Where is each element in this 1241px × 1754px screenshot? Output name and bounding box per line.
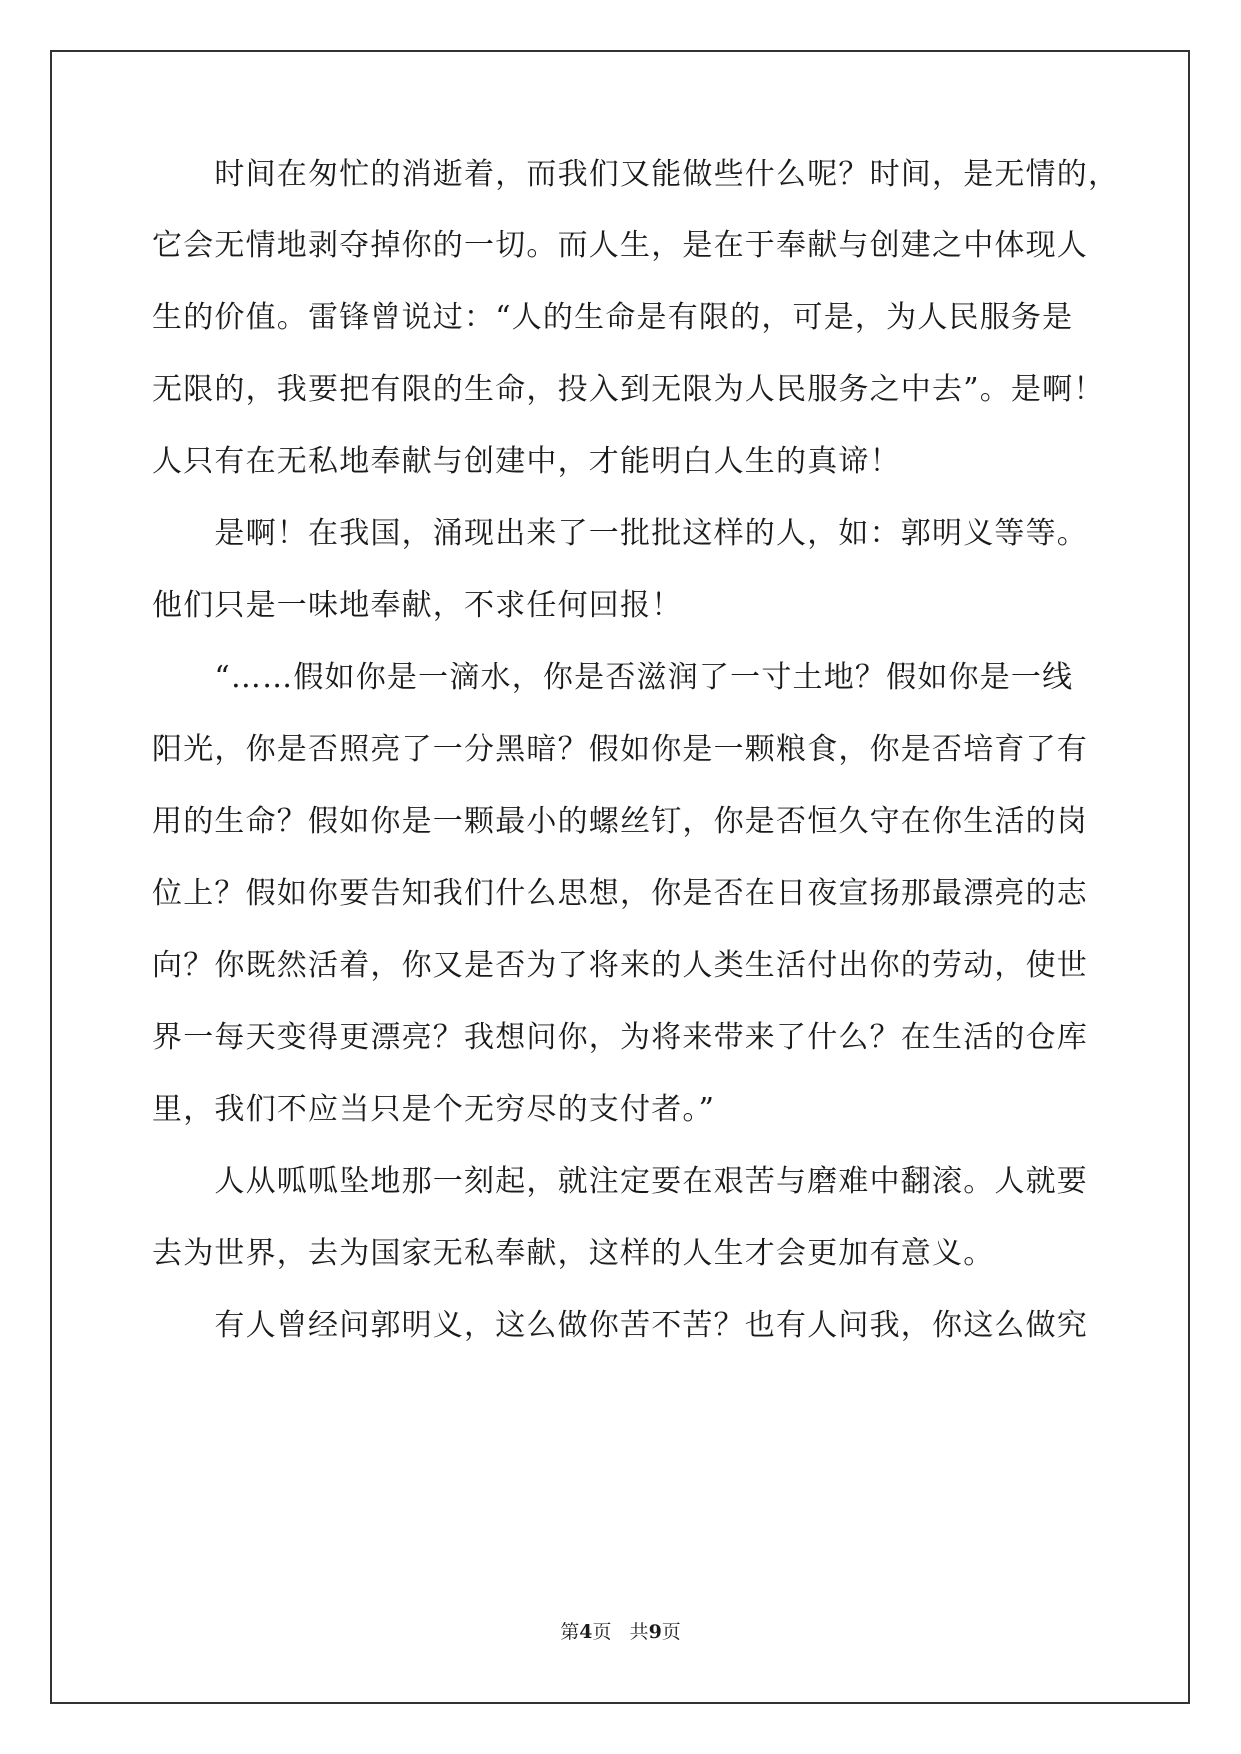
paragraph-line: 他们只是一味地奉献，不求任何回报！ [152, 588, 683, 623]
paragraph-line: 阳光，你是否照亮了一分黑暗？假如你是一颗粮食，你是否培育了有 [152, 732, 1088, 767]
paragraph-line: 它会无情地剥夺掉你的一切。而人生，是在于奉献与创建之中体现人 [152, 228, 1088, 263]
paragraph-line: 时间在匆忙的消逝着，而我们又能做些什么呢？时间，是无情的， [152, 157, 1120, 192]
paragraph-line: 用的生命？假如你是一颗最小的螺丝钉，你是否恒久守在你生活的岗 [152, 804, 1088, 839]
footer-prefix: 第 [560, 1621, 580, 1643]
paragraph-line: 是啊！在我国，涌现出来了一批批这样的人，如：郭明义等等。 [152, 516, 1088, 551]
paragraph-line: 向？你既然活着，你又是否为了将来的人类生活付出你的劳动，使世 [152, 948, 1088, 983]
footer-middle: 页 共 [592, 1621, 649, 1643]
page-footer [0, 1620, 1241, 1644]
paragraph-line: 无限的，我要把有限的生命，投入到无限为人民服务之中去”。是啊！ [152, 372, 1105, 407]
paragraph-line: 有人曾经问郭明义，这么做你苦不苦？也有人问我，你这么做究 [152, 1308, 1088, 1343]
total-pages-number: 9 [648, 1621, 662, 1643]
paragraph-line: 里，我们不应当只是个无穷尽的支付者。” [152, 1092, 716, 1127]
paragraph-line: 人只有在无私地奉献与创建中，才能明白人生的真谛！ [152, 444, 901, 479]
paragraph-line: 去为世界，去为国家无私奉献，这样的人生才会更加有意义。 [152, 1236, 995, 1271]
paragraph-line: “……假如你是一滴水，你是否滋润了一寸土地？假如你是一线 [152, 660, 1074, 695]
paragraph-line: 人从呱呱坠地那一刻起，就注定要在艰苦与磨难中翻滚。人就要 [152, 1164, 1088, 1199]
paragraph-line: 位上？假如你要告知我们什么思想，你是否在日夜宣扬那最漂亮的志 [152, 876, 1088, 911]
paragraph-line: 生的价值。雷锋曾说过：“人的生命是有限的，可是，为人民服务是 [152, 300, 1074, 335]
paragraph-line: 界一每天变得更漂亮？我想问你，为将来带来了什么？在生活的仓库 [152, 1020, 1088, 1055]
footer-suffix: 页 [661, 1621, 681, 1643]
current-page-number: 4 [579, 1621, 593, 1643]
